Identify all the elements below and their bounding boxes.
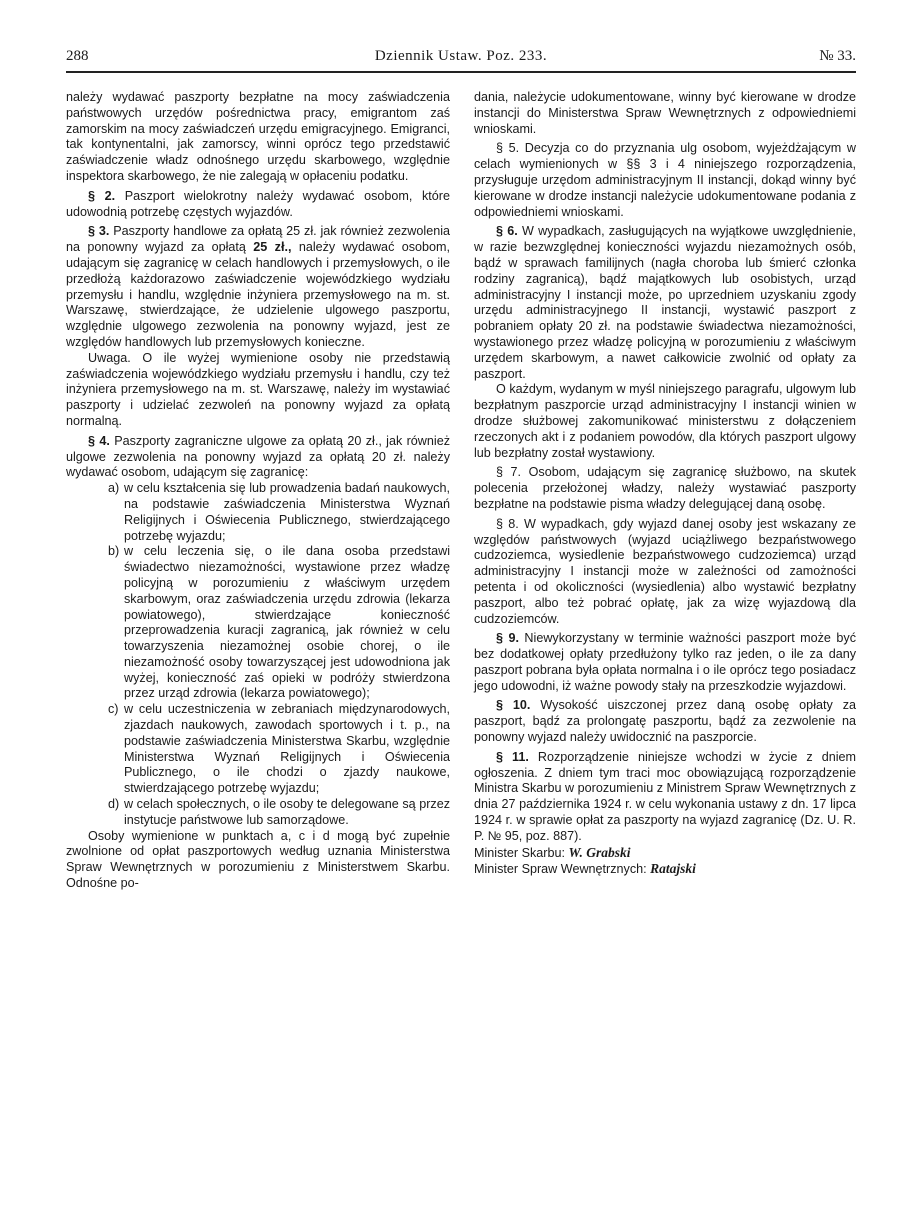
section-11-number: § 11. [496,749,529,764]
section-9-number: § 9. [496,631,519,646]
page-header [66,48,856,70]
section-3-amount: 25 zł., [253,240,292,255]
section-7: § 7. Osobom, udającym się zagranicę służbowo, na skutek polecenia przełożonej władzy, należy wystawiać paszporty bezpłatne na podstawie pisma władzy delegującej daną osobę. [474,465,856,511]
list-item [66,481,450,544]
section-8: § 8. W wypadkach, gdy wyjazd danej osoby jest wskazany ze względów państwowych (wyjazd uciążliwego bezpaństwowego cudzoziemca, wysiedlenie bezpaństwowego cudzoziemca) urząd administracyjny I instancji może w zależności od zamożności petenta i od okoliczności (wysiedlenia) albo wystawić bezpłatny paszport, albo też pobrać opłatę, jak za wizę wyjazdową dla cudzoziemców. [474,516,856,626]
section-2-number: § 2. [88,188,116,203]
signature-name: W. Grabski [568,844,631,860]
list-item [66,544,450,702]
section-2 [66,189,450,221]
signature-interior-minister [474,861,856,878]
list-item-text: w celu kształcenia się lub prowadzenia badań naukowych, na podstawie zaświadczenia Ministerstwa Wyznań Religijnych i Oświecenia Publicznego, stwierdzającego potrzebę wyjazdu; [124,481,450,543]
section-10 [474,698,856,745]
list-item-label: d) [108,797,120,812]
section-4-text: Paszporty zagraniczne ulgowe za opłatą 20 zł., jak również ulgowe zezwolenia na ponowny wyjazd za opłatą 20 zł. należy wydawać osobom, udającym się zagranicę: [66,433,451,480]
list-item-label: b) [108,544,120,559]
note-uwaga: Uwaga. O ile wyżej wymienione osoby nie przedstawią zaświadczenia wojewódzkiego wydziału przemysłu i handlu, czy też inżyniera przemysłowego na m. st. Warszawę, należy im wystawiać paszporty i udzielać zezwoleń na ponowny wyjazd za opłatą normalną. [66,350,450,428]
list-item [66,797,450,829]
section-6-text: W wypadkach, zasługujących na wyjątkowe uwzględnienie, w razie bezwzględnej konieczności wyjazdu niezamożnych osób, bądź w sprawach familijnych (nagła choroba lub śmierć członka rodziny zagranicą), bądź majątkowych lub osobistych, urząd administracyjny I instancji może, po uprzedniem uzyskaniu zgody urzędu administracyjnego II instancji, wystawić paszport z pobraniem opłaty 20 zł. na podstawie świadectwa niezamożności, wystawionego przez władzę policyjną w porozumieniu z właściwym urzędem skarbowym, a nawet całkowicie zwolnić od opłaty za paszport. [474,224,856,381]
paragraph-continued-right: dania, należycie udokumentowane, winny być kierowane w drodze instancji do Ministerstwa Spraw Wewnętrznych z odpowiedniemi wnioskami. [474,90,856,136]
signature-role: Minister Spraw Wewnętrznych: [474,862,647,877]
publication-title: Dziennik Ustaw. Poz. 233. [374,48,548,64]
issue-number: № 33. [819,48,856,64]
section-11 [474,750,856,845]
section-4-list [66,481,450,829]
signature-name: Ratajski [650,861,696,877]
section-6 [474,224,856,382]
list-item-text: w celu leczenia się, o ile dana osoba przedstawi świadectwo niezamożności, wystawione przez władzę policyjną w porozumieniu z właściwym urzędem skarbowym, oraz zaświadczenia urzędu zdrowia (lekarza powiatowego), stwierdzające konieczność przeprowadzenia kuracji zagranicą, jak również w celu towarzyszenia niezamożnej osobie chorej, o ile niezamożność osoby towarzyszącej jest udowodniona jak wyżej, konieczność zaś opieki w podróży stwierdzona przez urząd zdrowia (lekarza powiatowego); [124,544,450,701]
section-6-paragraph-2: O każdym, wydanym w myśl niniejszego paragrafu, ulgowym lub bezpłatnym paszporcie urząd administracyjny I instancji winien w drodze służbowej zakomunikować ministerstwu z dołączeniem rzeczonych akt i z podaniem powodów, dla których paszport ulgowy lub bezpłatny został wystawiony. [474,382,856,460]
section-3-number: § 3. [88,224,110,239]
left-column [66,90,450,892]
section-5: § 5. Decyzja co do przyznania ulg osobom, wyjeżdżającym w celach wymienionych w §§ 3 i 4 niniejszego rozporządzenia, przysługuje urzędom administracyjnym II instancji, dokąd winny być kierowane w drodze instancji należycie udokumentowane podania z odpowiedniemi wnioskami. [474,141,856,219]
section-11-text: Rozporządzenie niniejsze wchodzi w życie z dniem ogłoszenia. Z dniem tym traci moc obowiązującą rozporządzenie Ministra Skarbu w porozumieniu z Ministrem Spraw Wewnętrznych z dnia 27 października 1924 r. w celu wykonania ustawy z dn. 17 lipca 1924 r. w sprawie opłat za paszporty na wyjazd zagranicę (Dz. U. R. P. № 95, poz. 887). [474,749,857,843]
list-item-text: w celu uczestniczenia w zebraniach międzynarodowych, zjazdach naukowych, zawodach sportowych i t. p., na podstawie zaświadczenia Ministerstwa Skarbu, względnie Ministerstwa Wyznań Religijnych i Oświecenia Publicznego, o ile chodzi o zjazdy naukowe, stwierdzającego potrzebę wyjazdu; [124,702,450,796]
header-rule [66,71,856,73]
closing-paragraph: Osoby wymienione w punktach a, c i d mogą być zupełnie zwolnione od opłat paszportowych według uznania Ministerstwa Spraw Wewnętrznych w porozumieniu z Ministerstwem Skarbu. Odnośne po- [66,828,450,891]
section-9 [474,631,856,694]
page-number: 288 [66,48,89,64]
list-item-text: w celach społecznych, o ile osoby te delegowane są przez instytucje państwowe lub samorządowe. [124,797,450,827]
section-4-number: § 4. [88,433,110,448]
section-3-text-a: Paszporty handlowe za opłatą 25 zł. jak również zezwolenia na ponowny wyjazd za opłatą [66,224,451,255]
section-3 [66,224,450,350]
right-column [474,90,856,878]
section-10-number: § 10. [496,698,531,713]
list-item-label: c) [108,702,119,717]
signature-finance-minister [474,845,856,862]
paragraph-continued: należy wydawać paszporty bezpłatne na mocy zaświadczenia państwowych urzędów pośrednictwa pracy, emigrantom zaś zamorskim na mocy zaświadczeń urzędu emigracyjnego. Emigranci, tak kontynentalni, jak zamorscy, winni oprócz tego przedstawić zaświadczenie władz odnośnego urzędu skarbowego, względnie inspektora skarbowego, że nie zalegają w opłaceniu podatku. [66,90,450,183]
section-9-text: Niewykorzystany w terminie ważności paszport może być bez dodatkowej opłaty przedłużony tylko raz jeden, o ile za dany paszport pobrana była opłata normalna i o ile oprócz tego posiadacz jego udowodni, iż ważne powody stały na przeszkodzie wyjazdowi. [474,631,856,693]
signature-role: Minister Skarbu: [474,845,565,860]
list-item [66,702,450,797]
section-2-text: Paszport wielokrotny należy wydawać osobom, które udowodnią potrzebę częstych wyjazdów. [66,188,451,219]
list-item-label: a) [108,481,120,496]
section-4 [66,434,450,481]
section-3-text-b: należy wydawać osobom, udającym się zagranicę w celach handlowych i przemysłowych, o ile przedłożą każdorazowo zaświadczenie wojewódzkiego wydziału przemysłu i handlu, względnie inżyniera przemysłowego na m. st. Warszawę, stwierdzające, że udzielenie ulgowego paszportu, względnie ulgowego zezwolenia na ponowny wyjazd, jest ze względów handlowych lub przemysłowych konieczne. [66,240,451,349]
section-10-text: Wysokość uiszczonej przez daną osobę opłaty za paszport, bądź za prolongatę paszportu, bądź za zezwolenie na ponowny wyjazd należy uwidocznić na paszporcie. [474,698,857,745]
section-6-number: § 6. [496,224,518,239]
